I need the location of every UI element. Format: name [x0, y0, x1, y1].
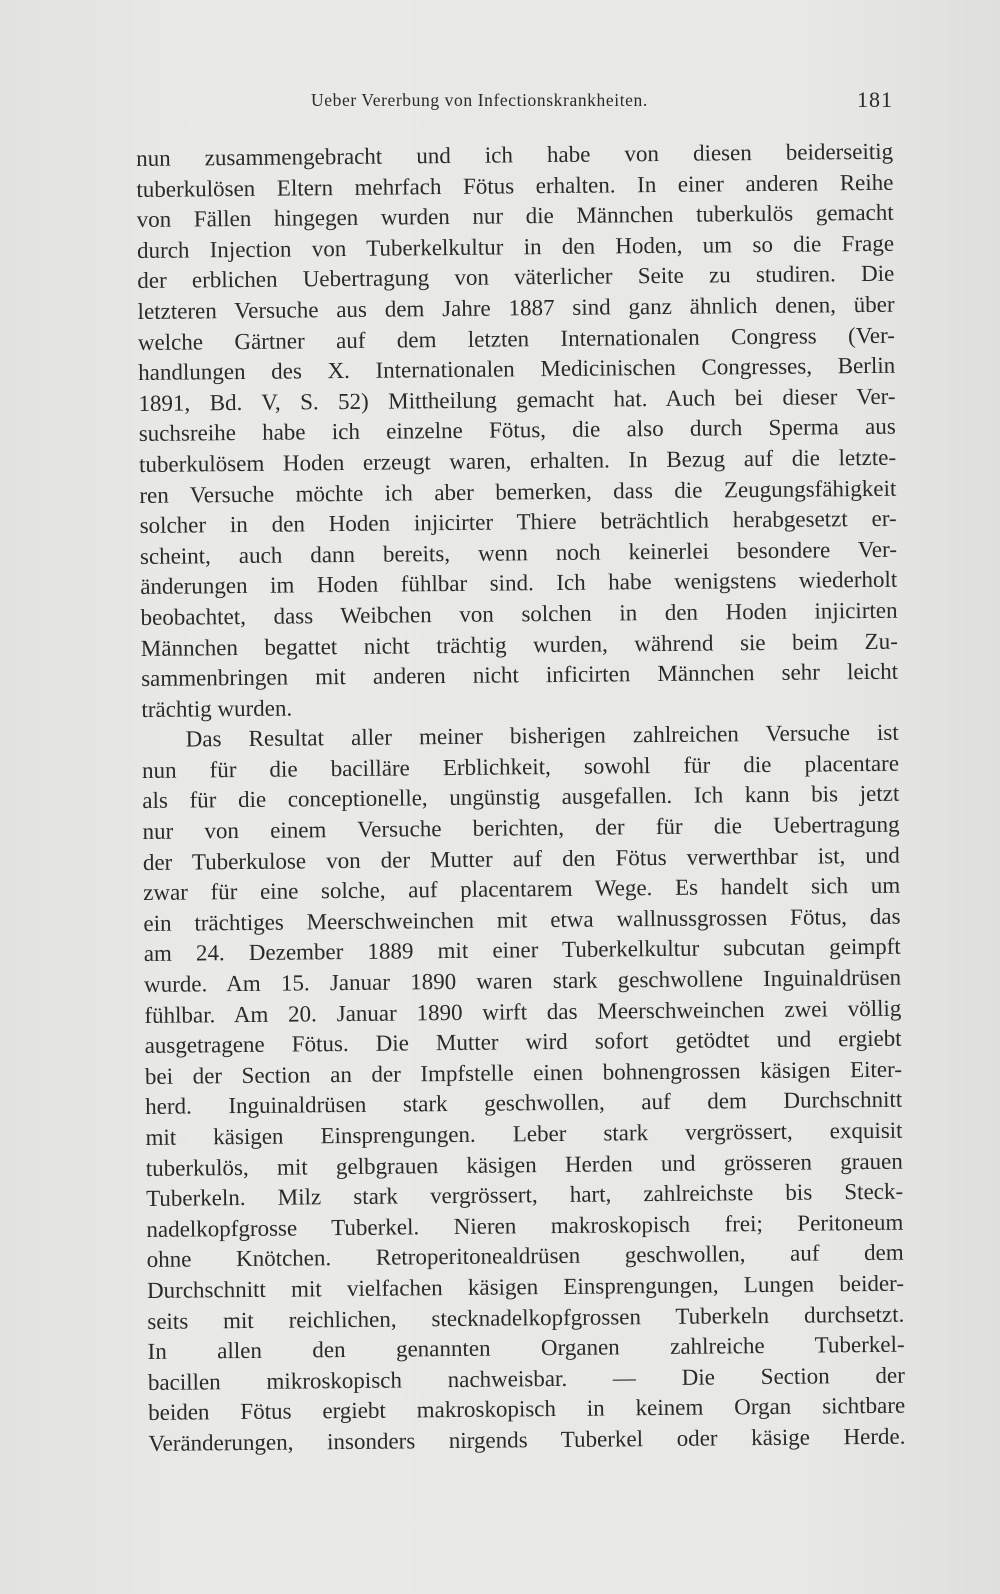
text-line: änderungen im Hoden fühlbar sind. Ich habe wenigstens wiederholt — [140, 567, 898, 600]
text-line: mit käsigen Einsprengungen. Leber stark vergrössert, exquisit — [145, 1117, 903, 1150]
text-line: Tuberkeln. Milz stark vergrössert, hart, zahlreichste bis Steck- — [146, 1178, 904, 1212]
text-line: welche Gärtner auf dem letzten Internationalen Congress (Ver- — [137, 322, 895, 355]
text-line: herd. Inguinaldrüsen stark geschwollen, auf dem Durchschnitt — [145, 1087, 903, 1120]
text-line: wurde. Am 15. Januar 1890 waren stark geschwollene Inguinaldrüsen — [143, 964, 902, 997]
text-line: als für die conceptionelle, ungünstig ausgefallen. Ich kann bis jetzt — [142, 781, 900, 814]
text-line: nun für die bacilläre Erblichkeit, sowohl für die placentare — [141, 750, 900, 783]
text-line: tuberkulösem Hoden erzeugt waren, erhalten. In Bezug auf die letzte- — [138, 444, 897, 477]
text-line: 1891, Bd. V, S. 52) Mittheilung gemacht hat. Auch bei dieser Ver- — [138, 383, 896, 416]
text-line: beobachtet, dass Weibchen von solchen in den Hoden injicirten — [140, 597, 898, 630]
text-line: tuberkulösen Eltern mehrfach Fötus erhalten. In einer anderen Reihe — [136, 169, 894, 202]
running-head — [136, 87, 893, 122]
running-title: Ueber Vererbung von Infectionskrankheiten. — [311, 90, 648, 110]
text-line: bei der Section an der Impfstelle einen bohnengrossen käsigen Eiter- — [144, 1056, 903, 1089]
text-line: der Tuberkulose von der Mutter auf den Fötus verwerthbar ist, und — [142, 842, 900, 875]
text-line: nadelkopfgrosse Tuberkel. Nieren makroskopisch frei; Peritoneum — [146, 1209, 904, 1242]
text-line: scheint, auch dann bereits, wenn noch keinerlei besondere Ver- — [139, 536, 898, 569]
text-line: von Fällen hingegen wurden nur die Männchen tuberkulös gemacht — [136, 199, 894, 233]
text-line: Das Resultat aller meiner bisherigen zahlreichen Versuche ist — [185, 719, 899, 752]
body-text — [136, 137, 906, 1460]
text-line: In allen den genannten Organen zahlreiche Tuberkel- — [147, 1331, 905, 1365]
text-line: nun zusammengebracht und ich habe von diesen beiderseitig — [136, 138, 894, 171]
text-line: letzteren Versuche aus dem Jahre 1887 sind ganz ähnlich denen, über — [137, 291, 895, 324]
text-line: ausgetragene Fötus. Die Mutter wird sofort getödtet und ergiebt — [144, 1025, 902, 1059]
text-line: ren Versuche möchte ich aber bemerken, dass die Zeugungsfähigkeit — [139, 475, 897, 508]
text-line: ein trächtiges Meerschweinchen mit etwa wallnussgrossen Fötus, das — [143, 903, 901, 936]
page-number: 181 — [857, 87, 893, 112]
text-line: nur von einem Versuche berichten, der für die Uebertragung — [142, 811, 900, 845]
text-line: tuberkulös, mit gelbgrauen käsigen Herden und grösseren grauen — [145, 1148, 903, 1181]
text-line: beiden Fötus ergiebt makroskopisch in keinem Organ sichtbare — [148, 1393, 906, 1426]
text-line: Männchen begattet nicht trächtig wurden, während sie beim Zu- — [140, 628, 898, 661]
text-line: am 24. Dezember 1889 mit einer Tuberkelkultur subcutan geimpft — [143, 934, 901, 967]
text-line: suchsreihe habe ich einzelne Fötus, die also durch Sperma aus — [138, 414, 896, 447]
text-line: seits mit reichlichen, stecknadelkopfgrossen Tuberkeln durchsetzt. — [147, 1301, 905, 1334]
text-line: fühlbar. Am 20. Januar 1890 wirft das Meerschweinchen zwei völlig — [144, 995, 902, 1028]
text-line: der erblichen Uebertragung von väterlicher Seite zu studiren. Die — [137, 261, 895, 294]
text-line: trächtig wurden. — [141, 695, 293, 722]
text-line: Veränderungen, insonders nirgends Tuberkel oder käsige Herde. — [148, 1423, 906, 1456]
text-line: Durchschnitt mit vielfachen käsigen Einsprengungen, Lungen beider- — [146, 1270, 905, 1303]
text-line: sammenbringen mit anderen nicht inficirten Männchen sehr leicht — [141, 658, 899, 692]
text-line: ohne Knötchen. Retroperitonealdrüsen geschwollen, auf dem — [146, 1240, 904, 1273]
text-line: handlungen des X. Internationalen Medicinischen Congresses, Berlin — [138, 352, 896, 386]
text-line: zwar für eine solche, auf placentarem Wege. Es handelt sich um — [143, 872, 901, 906]
text-line: solcher in den Hoden injicirter Thiere beträchtlich herabgesetzt er- — [139, 505, 897, 539]
text-line: durch Injection von Tuberkelkultur in den Hoden, um so die Frage — [136, 230, 895, 263]
text-line: bacillen mikroskopisch nachweisbar. — Die Section der — [147, 1362, 905, 1395]
